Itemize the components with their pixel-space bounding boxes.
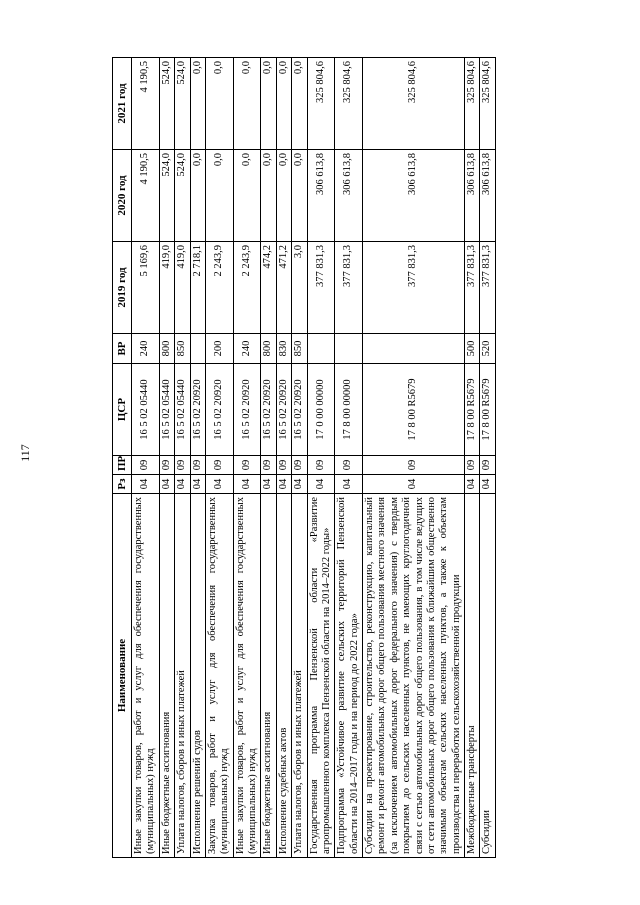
- cell-2019: 377 831,3: [363, 242, 465, 334]
- header-row: [113, 58, 132, 858]
- cell-name: Субсидии: [480, 494, 495, 858]
- header-2021: 2021 год: [113, 58, 132, 150]
- cell-2019: 377 831,3: [335, 242, 363, 334]
- table-body: [132, 58, 496, 858]
- table-row: [292, 58, 307, 858]
- cell-2019: 2 718,1: [190, 242, 205, 334]
- cell-vr: [335, 334, 363, 364]
- cell-vr: 830: [276, 334, 291, 364]
- cell-2021: 325 804,6: [480, 58, 495, 150]
- cell-2020: 306 613,8: [465, 150, 480, 242]
- header-2020: 2020 год: [113, 150, 132, 242]
- budget-table: [112, 57, 496, 858]
- cell-2020: 306 613,8: [363, 150, 465, 242]
- cell-name: Государственная программа Пензенской области «Развитие агропромышленного комплекса Пензенской области на 2014–2022 годы»: [307, 494, 335, 858]
- cell-pr: 09: [261, 456, 276, 475]
- cell-pr: 09: [190, 456, 205, 475]
- table-row: [465, 58, 480, 858]
- table-row: [190, 58, 205, 858]
- cell-csr: 16 5 02 05440: [159, 364, 174, 456]
- cell-2021: 0,0: [205, 58, 233, 150]
- cell-2021: 0,0: [190, 58, 205, 150]
- cell-2021: 325 804,6: [465, 58, 480, 150]
- cell-vr: [190, 334, 205, 364]
- table-row: [363, 58, 465, 858]
- cell-name: Иные закупки товаров, работ и услуг для обеспечения государственных (муниципальных) нужд: [233, 494, 261, 858]
- cell-2020: 0,0: [292, 150, 307, 242]
- table-row: [205, 58, 233, 858]
- cell-2021: 325 804,6: [307, 58, 335, 150]
- cell-vr: 240: [233, 334, 261, 364]
- cell-pr: 09: [276, 456, 291, 475]
- cell-2020: 4 190,5: [132, 150, 160, 242]
- cell-2019: 377 831,3: [307, 242, 335, 334]
- cell-vr: 800: [261, 334, 276, 364]
- cell-2020: 0,0: [276, 150, 291, 242]
- cell-2020: 0,0: [190, 150, 205, 242]
- table-row: [261, 58, 276, 858]
- cell-2021: 325 804,6: [335, 58, 363, 150]
- cell-pr: 09: [465, 456, 480, 475]
- cell-name: Иные закупки товаров, работ и услуг для обеспечения государственных (муниципальных) нужд: [132, 494, 160, 858]
- cell-vr: [307, 334, 335, 364]
- cell-rz: 04: [132, 475, 160, 494]
- cell-pr: 09: [233, 456, 261, 475]
- cell-rz: 04: [233, 475, 261, 494]
- cell-name: Уплата налогов, сборов и иных платежей: [292, 494, 307, 858]
- table-row: [276, 58, 291, 858]
- header-name: Наименование: [113, 494, 132, 858]
- cell-csr: 17 0 00 00000: [307, 364, 335, 456]
- cell-rz: 04: [465, 475, 480, 494]
- cell-2020: 306 613,8: [335, 150, 363, 242]
- cell-rz: 04: [335, 475, 363, 494]
- cell-csr: 16 5 02 20920: [261, 364, 276, 456]
- cell-pr: 09: [132, 456, 160, 475]
- cell-2021: 0,0: [261, 58, 276, 150]
- cell-vr: 850: [175, 334, 190, 364]
- cell-rz: 04: [480, 475, 495, 494]
- cell-csr: 17 8 00 00000: [335, 364, 363, 456]
- cell-csr: 16 5 02 20920: [276, 364, 291, 456]
- cell-name: Подпрограмма «Устойчивое развитие сельских территорий Пензенской области на 2014–2017 годы и на период до 2022 года»: [335, 494, 363, 858]
- cell-2019: 3,0: [292, 242, 307, 334]
- table-row: [480, 58, 495, 858]
- cell-2019: 2 243,9: [233, 242, 261, 334]
- cell-vr: 240: [132, 334, 160, 364]
- cell-csr: 16 5 02 20920: [205, 364, 233, 456]
- cell-pr: 09: [292, 456, 307, 475]
- cell-vr: 200: [205, 334, 233, 364]
- header-rz: Рз: [113, 475, 132, 494]
- cell-2021: 524,0: [175, 58, 190, 150]
- cell-2020: 0,0: [233, 150, 261, 242]
- table-row: [335, 58, 363, 858]
- rotated-page: [112, 58, 560, 858]
- table-row: [132, 58, 160, 858]
- cell-name: Закупка товаров, работ и услуг для обеспечения государственных (муниципальных) нужд: [205, 494, 233, 858]
- cell-2021: 0,0: [233, 58, 261, 150]
- cell-name: Исполнение судебных актов: [276, 494, 291, 858]
- cell-2019: 419,0: [159, 242, 174, 334]
- cell-2021: 524,0: [159, 58, 174, 150]
- header-vr: ВР: [113, 334, 132, 364]
- cell-2021: 0,0: [276, 58, 291, 150]
- table-row: [307, 58, 335, 858]
- table-row: [159, 58, 174, 858]
- cell-rz: 04: [363, 475, 465, 494]
- header-csr: ЦСР: [113, 364, 132, 456]
- page-number: 117: [18, 444, 32, 462]
- cell-2021: 0,0: [292, 58, 307, 150]
- cell-name: Уплата налогов, сборов и иных платежей: [175, 494, 190, 858]
- cell-pr: 09: [363, 456, 465, 475]
- cell-pr: 09: [175, 456, 190, 475]
- table-row: [175, 58, 190, 858]
- cell-csr: 17 8 00 R5679: [480, 364, 495, 456]
- cell-2019: 474,2: [261, 242, 276, 334]
- cell-2020: 0,0: [205, 150, 233, 242]
- cell-rz: 04: [159, 475, 174, 494]
- cell-vr: 850: [292, 334, 307, 364]
- cell-vr: 800: [159, 334, 174, 364]
- cell-name: Исполнение решений судов: [190, 494, 205, 858]
- table-header: [113, 58, 132, 858]
- cell-pr: 09: [307, 456, 335, 475]
- cell-2020: 0,0: [261, 150, 276, 242]
- cell-name: Иные бюджетные ассигнования: [261, 494, 276, 858]
- cell-name: Межбюджетные трансферты: [465, 494, 480, 858]
- cell-2019: 377 831,3: [480, 242, 495, 334]
- cell-rz: 04: [190, 475, 205, 494]
- cell-name: Иные бюджетные ассигнования: [159, 494, 174, 858]
- cell-csr: 16 5 02 20920: [190, 364, 205, 456]
- cell-vr: 520: [480, 334, 495, 364]
- cell-vr: [363, 334, 465, 364]
- cell-pr: 09: [480, 456, 495, 475]
- cell-rz: 04: [307, 475, 335, 494]
- cell-csr: 17 8 00 R5679: [465, 364, 480, 456]
- cell-rz: 04: [205, 475, 233, 494]
- cell-csr: 16 5 02 20920: [233, 364, 261, 456]
- cell-2021: 325 804,6: [363, 58, 465, 150]
- cell-2020: 306 613,8: [480, 150, 495, 242]
- cell-2019: 377 831,3: [465, 242, 480, 334]
- cell-rz: 04: [276, 475, 291, 494]
- cell-pr: 09: [335, 456, 363, 475]
- cell-rz: 04: [292, 475, 307, 494]
- header-2019: 2019 год: [113, 242, 132, 334]
- cell-pr: 09: [159, 456, 174, 475]
- cell-2020: 524,0: [175, 150, 190, 242]
- cell-2019: 5 169,6: [132, 242, 160, 334]
- cell-rz: 04: [261, 475, 276, 494]
- cell-2020: 306 613,8: [307, 150, 335, 242]
- cell-2020: 524,0: [159, 150, 174, 242]
- cell-pr: 09: [205, 456, 233, 475]
- cell-2019: 419,0: [175, 242, 190, 334]
- cell-2019: 471,2: [276, 242, 291, 334]
- cell-rz: 04: [175, 475, 190, 494]
- cell-vr: 500: [465, 334, 480, 364]
- cell-2021: 4 190,5: [132, 58, 160, 150]
- table-row: [233, 58, 261, 858]
- header-pr: ПР: [113, 456, 132, 475]
- cell-csr: 16 5 02 05440: [175, 364, 190, 456]
- cell-csr: 16 5 02 20920: [292, 364, 307, 456]
- cell-name: Субсидии на проектирование, строительство, реконструкцию, капитальный ремонт и ремонт автомобильных дорог общего пользования местного значения (за исключением автомобильных дорог федерального значения) с твердым покрытием до сельских населенных пунктов, не имеющих круглогодичной связи с сетью автомобильных дорог общего пользования, в том числе ведущих от сети автомобильных дорог общего пользования к ближайшим общественно значимым объектам сельских населенных пунктов, а также к объектам производства и переработки сельскохозяйственной продукции: [363, 494, 465, 858]
- cell-csr: 17 8 00 R5679: [363, 364, 465, 456]
- cell-csr: 16 5 02 05440: [132, 364, 160, 456]
- cell-2019: 2 243,9: [205, 242, 233, 334]
